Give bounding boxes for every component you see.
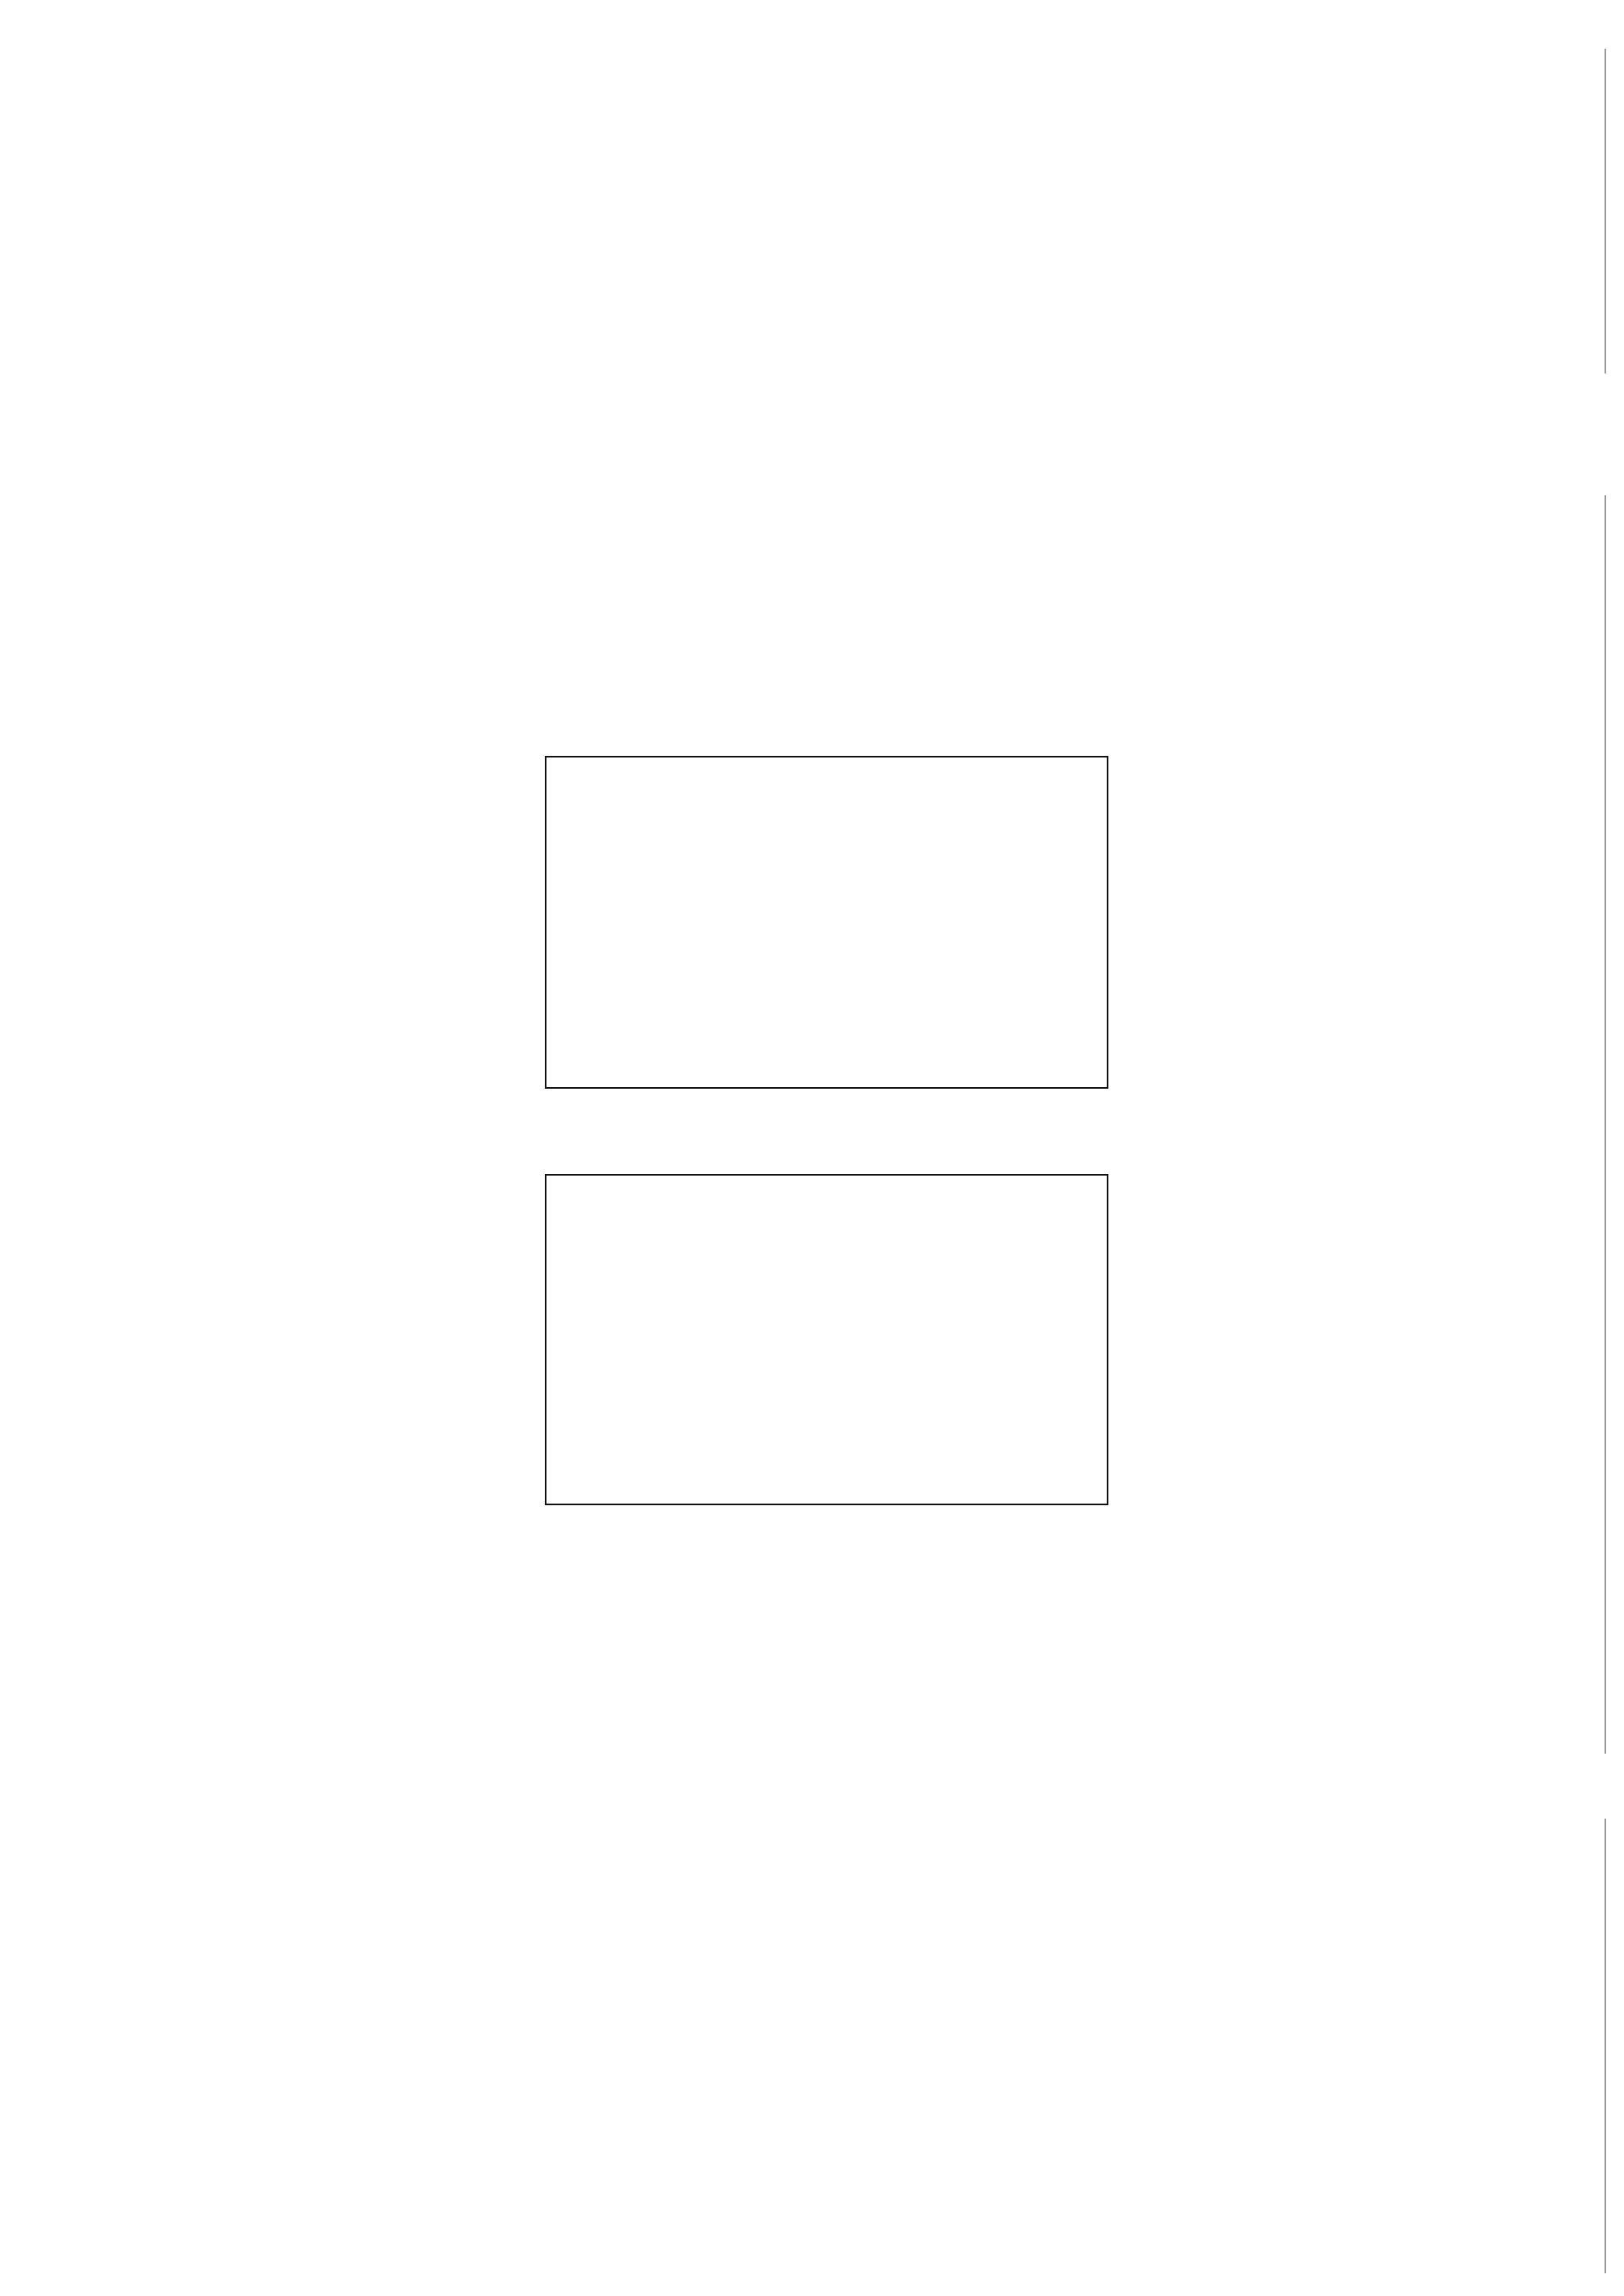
top-plot-frame — [546, 757, 1108, 1088]
bottom-plot-frame — [546, 1175, 1108, 1504]
scan-edge-line — [1605, 495, 1606, 1754]
concentration-chart — [546, 757, 1108, 1088]
scan-edge-line — [1605, 49, 1606, 373]
anomaly-chart — [546, 1175, 1108, 1504]
scan-edge-line — [1605, 1819, 1606, 2273]
